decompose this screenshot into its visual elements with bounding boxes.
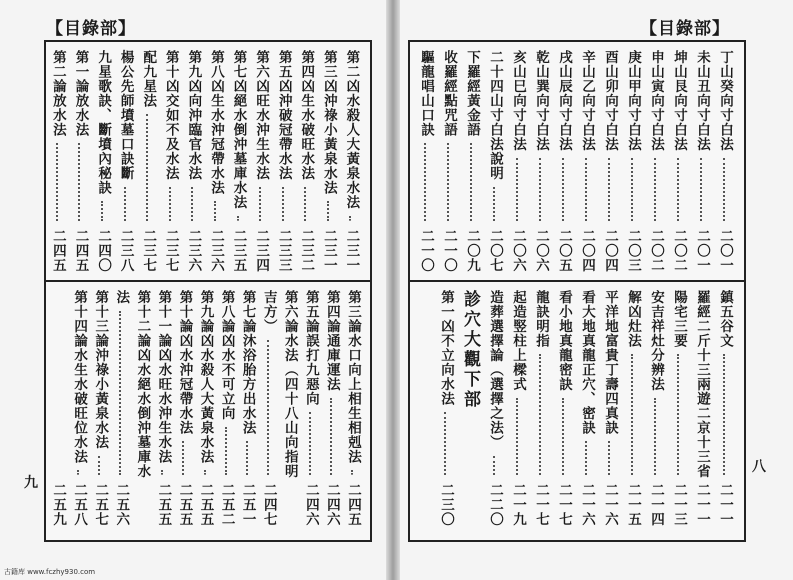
toc-entry-title: 配九星法 xyxy=(140,50,157,108)
toc-entry xyxy=(299,290,320,526)
toc-entry-leader xyxy=(608,158,610,222)
toc-entry xyxy=(136,50,159,272)
toc-entry-leader xyxy=(204,470,206,475)
toc-entry-page: 二一五 xyxy=(625,482,641,526)
toc-entry-page: 二一七 xyxy=(533,482,549,526)
toc-entry-title: 第二凶水殺人大黃泉水法 xyxy=(343,50,360,210)
toc-entry-leader xyxy=(444,412,446,475)
toc-entry-page: 二五九 xyxy=(50,482,67,526)
toc-entry-page: 二〇七 xyxy=(487,228,503,272)
toc-entry-leader xyxy=(631,354,633,475)
toc-entry-page: 二一六 xyxy=(602,482,618,526)
toc-entry xyxy=(194,290,215,526)
toc-entry xyxy=(575,50,598,272)
toc-entry-title: 戌山辰向寸白法 xyxy=(556,50,572,152)
toc-entry-page: 二一三 xyxy=(671,482,687,526)
toc-entry-page: 二〇二 xyxy=(648,228,664,272)
toc-entry-leader xyxy=(447,143,449,221)
toc-entry-title: 酉山卯向寸白法 xyxy=(602,50,618,152)
toc-entry xyxy=(621,290,644,526)
toc-entry-title: 二十四山寸白法說明 xyxy=(487,50,503,181)
toc-entry-title: 造葬選擇論（選擇之法） xyxy=(487,290,503,450)
toc-entry-title: 第四凶生水破旺水法 xyxy=(298,50,315,181)
toc-entry-leader xyxy=(700,158,702,222)
toc-entry-page: 二四七 xyxy=(260,482,277,526)
toc-entry-title: 第九凶向沖臨官水法 xyxy=(185,50,202,181)
toc-entry-title: 吉方） xyxy=(260,290,277,334)
toc-entry-title: 第二論放水法 xyxy=(49,50,66,137)
toc-entry-leader xyxy=(119,311,121,476)
toc-entry xyxy=(181,50,204,272)
right-bottom-list xyxy=(410,290,736,526)
toc-entry-page: 二四六 xyxy=(323,482,340,526)
toc-entry-leader xyxy=(608,441,610,475)
toc-entry-title: 驅龍唱山口訣 xyxy=(418,50,434,137)
toc-entry-leader xyxy=(330,398,332,476)
toc-entry xyxy=(552,50,575,272)
toc-entry-leader xyxy=(539,354,541,475)
toc-entry-title: 庚山甲向寸白法 xyxy=(625,50,641,152)
toc-entry-title: 坤山艮向寸白法 xyxy=(671,50,687,152)
toc-entry-leader xyxy=(101,201,103,221)
toc-entry-title: 起造竪柱上樑式 xyxy=(510,290,526,392)
toc-entry xyxy=(434,290,457,526)
toc-entry xyxy=(529,290,552,526)
toc-entry-page: 二〇一 xyxy=(717,228,733,272)
toc-entry xyxy=(172,290,193,526)
left-bottom-list xyxy=(46,290,362,526)
right-top-list xyxy=(410,50,736,272)
toc-entry-title: 安吉祥灶分辨法 xyxy=(648,290,664,392)
toc-entry-page: 二一九 xyxy=(510,482,526,526)
toc-entry-page: 二三一 xyxy=(343,228,360,272)
toc-entry-page: 二五七 xyxy=(92,482,109,526)
toc-entry-title: 第一論放水法 xyxy=(72,50,89,137)
toc-entry-title: 九星歌訣、斷墳內秘訣 xyxy=(95,50,112,195)
toc-entry-page: 二〇三 xyxy=(625,228,641,272)
toc-entry xyxy=(109,290,130,526)
toc-entry-leader xyxy=(259,187,261,222)
toc-entry-title: 第三論水口向上相生相剋法 xyxy=(344,290,361,464)
toc-entry-leader xyxy=(585,441,587,475)
toc-entry xyxy=(667,50,690,272)
toc-entry-leader xyxy=(77,470,79,475)
toc-entry xyxy=(621,50,644,272)
toc-entry-title: 龍訣明指 xyxy=(533,290,549,348)
toc-entry-page: 二一四 xyxy=(648,482,664,526)
toc-entry xyxy=(294,50,317,272)
toc-entry-page: 二五五 xyxy=(176,482,193,526)
toc-entry-leader xyxy=(161,470,163,475)
toc-entry xyxy=(317,50,340,272)
toc-entry xyxy=(320,290,341,526)
toc-entry-title: 第一凶不立向水法 xyxy=(438,290,454,406)
toc-entry xyxy=(460,50,483,272)
right-folio: 八 xyxy=(752,459,766,475)
toc-entry-title: 第十二論凶水絕水倒沖墓庫水 xyxy=(134,290,151,479)
toc-entry-page: 二三二 xyxy=(298,228,315,272)
toc-entry-page: 二二〇 xyxy=(487,482,503,526)
toc-entry xyxy=(713,290,736,526)
toc-entry-leader xyxy=(562,158,564,222)
toc-entry-leader xyxy=(182,441,184,475)
toc-entry-page: 二四五 xyxy=(72,228,89,272)
toc-entry-title: 第十論凶水沖冠帶水法 xyxy=(176,290,193,435)
toc-entry-page: 二一一 xyxy=(694,482,710,526)
toc-entry-page: 二三一 xyxy=(320,228,337,272)
toc-entry-page: 二三八 xyxy=(117,228,134,272)
toc-entry-leader xyxy=(539,158,541,222)
toc-entry xyxy=(552,290,575,526)
toc-entry-page: 二三六 xyxy=(207,228,224,272)
toc-entry-title: 平洋地富貴丁壽四真訣 xyxy=(602,290,618,435)
toc-entry-leader xyxy=(654,398,656,476)
toc-entry xyxy=(341,290,362,526)
toc-entry-title: 第五凶沖破冠帶水法 xyxy=(275,50,292,181)
toc-entry-leader xyxy=(516,158,518,222)
toc-entry xyxy=(483,290,506,526)
toc-entry-title: 第九論凶水殺人大黃泉水法 xyxy=(197,290,214,464)
toc-entry-leader xyxy=(470,143,472,221)
toc-entry xyxy=(506,290,529,526)
toc-entry-page: 二四〇 xyxy=(95,228,112,272)
left-folio: 九 xyxy=(24,475,38,491)
toc-entry-page: 二三六 xyxy=(185,228,202,272)
toc-entry xyxy=(67,290,88,526)
toc-entry-page: 二四五 xyxy=(344,482,361,526)
toc-entry-leader xyxy=(146,114,148,221)
toc-entry xyxy=(88,290,109,526)
toc-entry-title: 看小地真龍密訣 xyxy=(556,290,572,392)
toc-entry-title: 解凶灶法 xyxy=(625,290,641,348)
toc-entry-last-page xyxy=(46,290,67,526)
left-toc-frame xyxy=(44,40,372,542)
toc-entry-leader xyxy=(237,216,239,222)
toc-entry-page: 二五五 xyxy=(155,482,172,526)
toc-entry-leader xyxy=(562,398,564,476)
toc-entry xyxy=(483,50,506,272)
toc-entry xyxy=(257,290,278,526)
toc-entry-title: 陽宅三要 xyxy=(671,290,687,348)
toc-entry-title: 第六論水法（四十八山向指明 xyxy=(281,290,298,479)
toc-entry xyxy=(414,50,437,272)
toc-entry xyxy=(91,50,114,272)
toc-entry-page: 二〇二 xyxy=(671,228,687,272)
toc-entry-leader xyxy=(677,354,679,475)
toc-entry-page: 二四五 xyxy=(49,228,66,272)
toc-entry xyxy=(215,290,236,526)
toc-entry-page: 二三七 xyxy=(162,228,179,272)
toc-entry xyxy=(204,50,227,272)
toc-entry-page: 二〇六 xyxy=(533,228,549,272)
toc-entry-leader xyxy=(124,187,126,222)
toc-entry-title: 第十凶交如不及水法 xyxy=(162,50,179,181)
toc-entry xyxy=(68,50,91,272)
toc-entry-leader xyxy=(282,187,284,222)
toc-entry-title: 鎮五谷文 xyxy=(717,290,733,348)
toc-entry xyxy=(644,50,667,272)
toc-entry-leader xyxy=(493,456,495,476)
toc-entry-title: 法 xyxy=(113,290,130,305)
toc-entry-page: 二三〇 xyxy=(438,482,454,526)
section-title-text: 診穴大觀下部 xyxy=(460,290,480,410)
toc-entry xyxy=(598,290,621,526)
toc-entry-leader xyxy=(309,412,311,475)
toc-entry-page: 二〇四 xyxy=(602,228,618,272)
toc-entry-title: 下羅經黃金語 xyxy=(464,50,480,137)
toc-entry-title: 丁山癸向寸白法 xyxy=(717,50,733,152)
toc-entry-page: 二五五 xyxy=(197,482,214,526)
toc-entry-leader xyxy=(349,216,351,222)
toc-entry-title: 第十一論凶水旺水沖生水法 xyxy=(155,290,172,464)
toc-entry-leader xyxy=(493,187,495,222)
toc-entry xyxy=(151,290,172,526)
toc-entry-leader xyxy=(351,470,353,475)
toc-entry xyxy=(690,50,713,272)
toc-entry-title: 第六凶旺水沖生水法 xyxy=(253,50,270,181)
toc-entry-title: 申山寅向寸白法 xyxy=(648,50,664,152)
toc-entry-page: 二一七 xyxy=(556,482,572,526)
section-title xyxy=(457,290,483,526)
toc-entry-leader xyxy=(267,340,269,476)
toc-entry-page: 二〇五 xyxy=(556,228,572,272)
toc-entry-title: 第四論通庫運法 xyxy=(323,290,340,392)
toc-entry-page: 二五八 xyxy=(71,482,88,526)
toc-entry-leader xyxy=(327,201,329,221)
toc-entry-title: 羅經二斤十三兩遊二京十三省 xyxy=(694,290,710,479)
toc-entry-title: 第八論凶水不可立向 xyxy=(218,290,235,421)
toc-entry-page: 二三四 xyxy=(253,228,270,272)
toc-entry xyxy=(575,290,598,526)
toc-entry-page: 二三七 xyxy=(140,228,157,272)
toc-entry-title: 第七凶絕水倒沖墓庫水法 xyxy=(230,50,247,210)
toc-entry-page: 二〇六 xyxy=(510,228,526,272)
toc-entry-page: 二三五 xyxy=(230,228,247,272)
toc-entry xyxy=(339,50,362,272)
toc-entry-title: 第三凶沖祿小黃泉水法 xyxy=(320,50,337,195)
toc-entry-page: 二〇四 xyxy=(579,228,595,272)
toc-entry-title: 第七論沐浴胎方出水法 xyxy=(239,290,256,435)
left-top-list xyxy=(46,50,362,272)
toc-entry-title: 未山丑向寸白法 xyxy=(694,50,710,152)
toc-entry xyxy=(667,290,690,526)
toc-entry-leader xyxy=(654,158,656,222)
toc-entry-leader xyxy=(585,158,587,222)
book-spine xyxy=(386,0,400,580)
toc-entry-leader xyxy=(424,143,426,221)
toc-entry-title: 乾山巽向寸白法 xyxy=(533,50,549,152)
toc-entry xyxy=(529,50,552,272)
toc-entry-title: 第八凶生水沖冠帶水法 xyxy=(207,50,224,195)
toc-entry-leader xyxy=(677,158,679,222)
toc-entry-page: 二〇九 xyxy=(464,228,480,272)
toc-entry-leader xyxy=(56,143,58,221)
toc-entry-page: 二五二 xyxy=(218,482,235,526)
toc-entry-title: 收羅經點咒語 xyxy=(441,50,457,137)
right-header-label: 【目錄部】 xyxy=(640,19,730,39)
toc-entry-leader xyxy=(78,143,80,221)
toc-entry-page: 二一六 xyxy=(579,482,595,526)
toc-entry-page: 二五六 xyxy=(113,482,130,526)
right-frame-divider xyxy=(410,280,744,282)
toc-entry-leader xyxy=(516,398,518,476)
left-frame-divider xyxy=(46,280,370,282)
toc-entry-page: 二四六 xyxy=(302,482,319,526)
toc-entry-leader xyxy=(723,158,725,222)
toc-entry xyxy=(249,50,272,272)
toc-entry xyxy=(227,50,250,272)
toc-entry-page: 二一〇 xyxy=(418,228,434,272)
toc-entry xyxy=(130,290,151,526)
toc-entry xyxy=(114,50,137,272)
toc-entry-leader xyxy=(723,354,725,475)
right-page xyxy=(400,0,793,580)
toc-entry-leader xyxy=(98,456,100,476)
toc-entry-title: 第十四論水生水破旺位水法 xyxy=(71,290,88,464)
toc-entry xyxy=(506,50,529,272)
toc-entry-title: 亥山巳向寸白法 xyxy=(510,50,526,152)
toc-entry xyxy=(644,290,667,526)
toc-entry-page: 二三三 xyxy=(275,228,292,272)
toc-entry-leader xyxy=(169,187,171,222)
toc-entry xyxy=(236,290,257,526)
toc-entry xyxy=(278,290,299,526)
toc-entry-title: 第五論誤打九惡向 xyxy=(302,290,319,406)
toc-entry xyxy=(598,50,621,272)
right-toc-frame xyxy=(408,40,746,542)
toc-entry-leader xyxy=(246,441,248,475)
toc-entry xyxy=(690,290,713,526)
toc-entry-leader xyxy=(214,201,216,221)
toc-entry-page: 二五一 xyxy=(239,482,256,526)
toc-entry xyxy=(46,50,69,272)
left-header-label: 【目錄部】 xyxy=(46,19,136,39)
toc-entry xyxy=(272,50,295,272)
toc-entry-title: 辛山乙向寸白法 xyxy=(579,50,595,152)
toc-entry-title: 第十三論沖祿小黃泉水法 xyxy=(92,290,109,450)
toc-entry-title: 楊公先師墳墓口訣斷 xyxy=(117,50,134,181)
toc-entry-page: 二〇一 xyxy=(694,228,710,272)
toc-entry-leader xyxy=(304,187,306,222)
toc-entry-leader xyxy=(191,187,193,222)
toc-entry xyxy=(437,50,460,272)
toc-entry-title: 看大地真龍正穴、密訣 xyxy=(579,290,595,435)
toc-entry-leader xyxy=(631,158,633,222)
toc-entry-page: 二一〇 xyxy=(441,228,457,272)
toc-entry xyxy=(713,50,736,272)
toc-entry-leader xyxy=(225,427,227,476)
toc-entry-page: 二一一 xyxy=(717,482,733,526)
left-page xyxy=(0,0,386,580)
watermark-text: 古籍库 www.fczhy930.com xyxy=(4,568,96,576)
toc-entry xyxy=(159,50,182,272)
